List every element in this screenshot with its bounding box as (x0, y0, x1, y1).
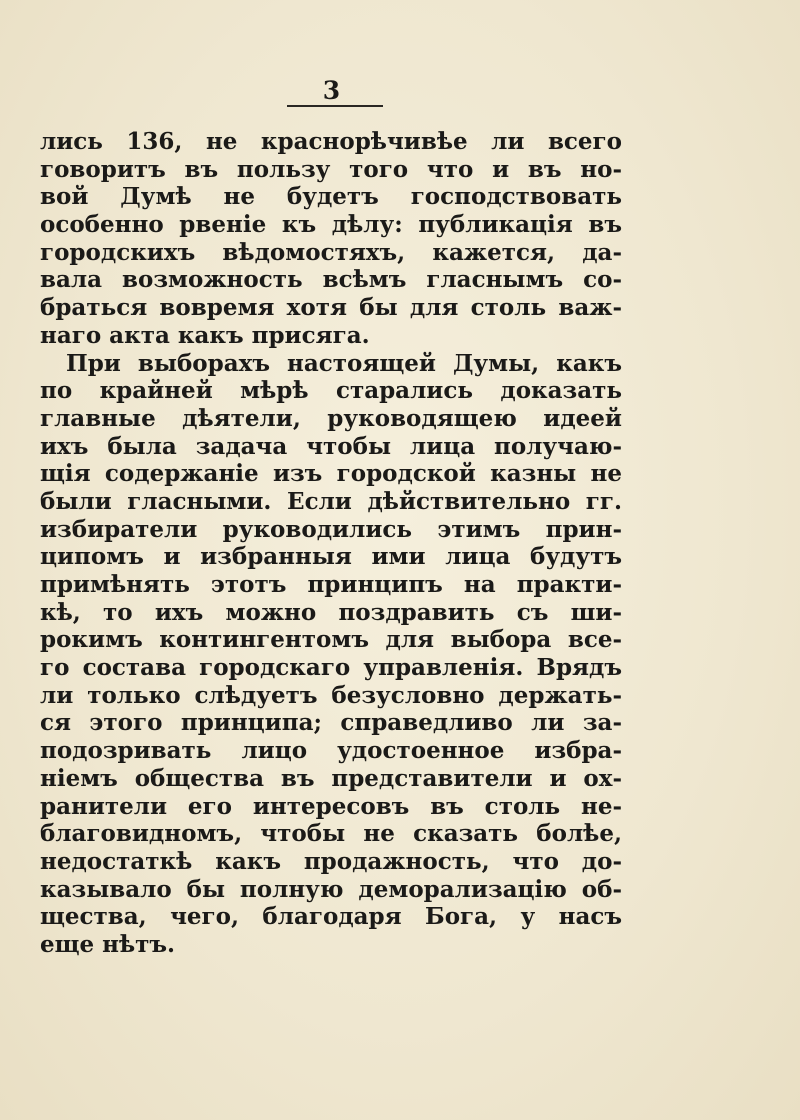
text-line: особенно рвеніе къ дѣлу: публикація въ (40, 211, 622, 239)
text-line: избиратели руководились этимъ прин- (40, 515, 622, 543)
text-line: ихъ была задача чтобы лица получаю- (40, 432, 622, 460)
text-line: браться вовремя хотя бы для столь важ- (40, 294, 622, 322)
text-line: рокимъ контингентомъ для выбора все- (40, 626, 622, 654)
text-line: еще нѣтъ. (40, 930, 176, 958)
text-line: главные дѣятели, руководящею идеей (40, 404, 622, 432)
text-line: При выборахъ настоящей Думы, какъ (66, 349, 622, 377)
text-line: благовидномъ, чтобы не сказать болѣе, (40, 820, 622, 848)
text-line: щества, чего, благодаря Бога, у насъ (40, 903, 622, 931)
text-line: лись 136, не краснорѣчивѣе ли всего (40, 128, 622, 155)
text-line: ся этого принципа; справедливо ли за- (40, 709, 622, 737)
text-line: говоритъ въ пользу того что и въ но- (40, 155, 622, 183)
text-line: казывало бы полную деморализацію об- (40, 875, 622, 903)
text-line: недостаткѣ какъ продажность, что до- (40, 847, 622, 875)
header-rule (287, 105, 383, 107)
text-line: наго акта какъ присяга. (40, 321, 370, 349)
text-line: были гласными. Если дѣйствительно гг. (40, 487, 622, 515)
text-line: подозривать лицо удостоенное избра- (40, 737, 622, 765)
text-line: щія содержаніе изъ городской казны не (40, 460, 622, 488)
text-line: кѣ, то ихъ можно поздравить съ ши- (40, 598, 622, 626)
text-line: вой Думѣ не будетъ господствовать (40, 183, 622, 211)
text-line: по крайней мѣрѣ старались доказать (40, 377, 622, 405)
text-line: ципомъ и избранныя ими лица будутъ (40, 543, 622, 571)
page-number: 3 (322, 76, 342, 105)
text-line: городскихъ вѣдомостяхъ, кажется, да- (40, 238, 622, 266)
text-line: ранители его интересовъ въ столь не- (40, 792, 622, 820)
text-line: ніемъ общества въ представители и ох- (40, 764, 622, 792)
text-line: вала возможность всѣмъ гласнымъ со- (40, 266, 622, 294)
text-line: примѣнять этотъ принципъ на практи- (40, 571, 622, 598)
text-line: ли только слѣдуетъ безусловно держать- (40, 681, 622, 709)
body-text (40, 128, 622, 959)
text-line: го состава городскаго управленія. Врядъ (40, 654, 622, 682)
